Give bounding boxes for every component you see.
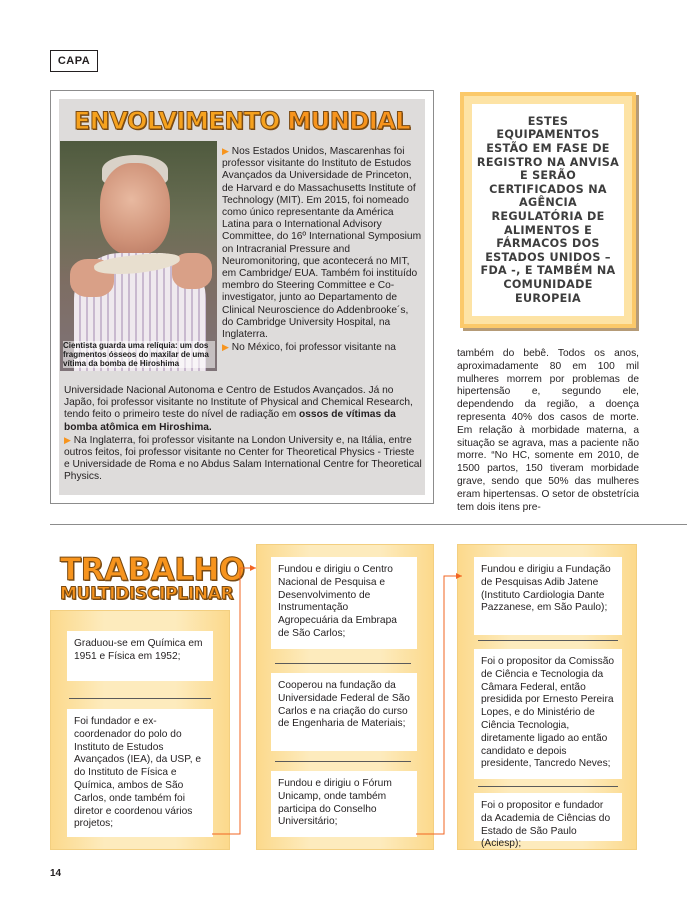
- world-paragraph-1-block: [222, 145, 422, 354]
- multidisciplinary-title: [60, 552, 245, 604]
- timeline-card: Cooperou na fundação da Universidade Federal de São Carlos e na criação do curso de Engenharia de Materiais;: [271, 673, 417, 751]
- card-separator: [478, 786, 618, 787]
- world-paragraph-2-bold: ossos de vítimas da bomba atômica em Hiroshima.: [64, 409, 396, 433]
- timeline-card: Foi o propositor e fundador da Academia de Ciências do Estado de São Paulo (Aciesp);: [474, 793, 622, 841]
- timeline-column-2: [256, 544, 434, 850]
- world-title-word-2: MUNDIAL: [287, 107, 411, 135]
- page-number: 14: [50, 868, 62, 879]
- article-body-column: também do bebê. Todos os anos, aproximadamente 80 em 100 mil mulheres morrem por problemas de hipertensão e, segundo ele, dependendo da região, a doença representa 40% dos casos de morte. Em relação à morbidade materna, a situação se agrava, mas a paciente não morre. “No HC, somente em 2010, de 1500 partos, 150 tiveram morbidade grave, sendo que 50% das mulheres eram hipertensas. O setor de obstetrícia tem dois itens pre-: [457, 348, 639, 513]
- photo-caption: Cientista guarda uma relíquia: um dos fragmentos ósseos do maxilar de uma vítima da bomba de Hiroshima: [63, 341, 215, 368]
- bullet-arrow-icon: ▶: [222, 342, 229, 353]
- pull-quote-box: [460, 92, 636, 328]
- pull-quote-inner: [472, 104, 624, 316]
- world-title-word-1: ENVOLVIMENTO: [73, 107, 280, 135]
- world-sidebar-inner: [59, 99, 425, 495]
- photo-face: [100, 163, 170, 255]
- timeline-column-3: [457, 544, 637, 850]
- world-paragraph-2: Universidade Nacional Autonoma e Centro de Estudos Avançados. Já no Japão, foi professor visitante no Institute of Physical and Chemical Research, tendo feito o primeiro teste do nível de radiação em: [64, 385, 413, 421]
- timeline-card: Fundou e dirigiu a Fundação de Pesquisas Adib Jatene (Instituto Cardiologia Dante Pazzanese, em São Paulo);: [474, 557, 622, 635]
- timeline-column-1: [50, 610, 230, 850]
- multidisciplinary-title-line-1: TRABALHO: [60, 552, 245, 588]
- timeline-card: Fundou e dirigiu o Fórum Unicamp, onde também participa do Conselho Universitário;: [271, 771, 417, 837]
- timeline-card: Fundou e dirigiu o Centro Nacional de Pesquisa e Desenvolvimento de Instrumentação Agropecuária da Embrapa de São Carlos;: [271, 557, 417, 649]
- scientist-photo: [60, 141, 217, 371]
- world-paragraph-1: Nos Estados Unidos, Mascarenhas foi professor visitante do Instituto de Estudos Avançados da Universidade de Princeton, de Harvard e do Massachusetts Institute of Technology (MIT). Em 2015, foi nomeado como único representante da América Latina para o International Advisory Committee, do 16º International Symposium on Intracranial Pressure and Neuromonitoring, que acontecerá no MIT, em Cambridge/ EUA. Também foi instituído membro do Steering Committee e Co-investigator, junto ao Departamento de Clinical Neuroscience do Addenbrooke´s, do Cambridge University Hospital, na Inglaterra.: [222, 146, 422, 341]
- section-tag: CAPA: [50, 50, 98, 72]
- timeline-card: Foi fundador e ex-coordenador do polo do Instituto de Estudos Avançados (IEA), da USP, e do Instituto de Física e Química, ambos de São Carlos, onde também foi diretor e coordenou vários projetos;: [67, 709, 213, 837]
- world-paragraph-3: Na Inglaterra, foi professor visitante na London University e, na Itália, entre outros feitos, foi professor visitante no Center for Theoretical Physics - Trieste e Universidade de Roma e no Abdus Salam International Centre for Theoretical Physics.: [64, 434, 422, 483]
- timeline-card: Graduou-se em Química em 1951 e Física em 1952;: [67, 631, 213, 681]
- card-separator: [275, 761, 411, 762]
- bullet-arrow-icon: ▶: [222, 146, 229, 156]
- bullet-arrow-icon: ▶: [64, 434, 71, 445]
- section-divider: [50, 524, 687, 525]
- world-sidebar-title: [59, 107, 425, 135]
- card-separator: [69, 698, 211, 699]
- pull-quote-text: ESTES EQUIPAMENTOS ESTÃO EM FASE DE REGISTRO NA ANVISA E SERÃO CERTIFICADOS NA AGÊNCIA REGULATÓRIA DE ALIMENTOS E FÁRMACOS DOS ESTADOS UNIDOS – FDA -, E TAMBÉM NA COMUNIDADE EUROPEIA: [476, 114, 620, 305]
- card-separator: [478, 640, 618, 641]
- world-paragraph-2-block: [64, 385, 422, 484]
- timeline-card: Foi o propositor da Comissão de Ciência e Tecnologia da Câmara Federal, então presidida por Ernesto Pereira Lopes, e do Ministério de Ciência Tecnologia, diretamente ligado ao então candidato e depois presidente, Tancredo Neves;: [474, 649, 622, 779]
- card-separator: [275, 663, 411, 664]
- world-paragraph-2-start: No México, foi professor visitante na: [231, 342, 396, 354]
- multidisciplinary-title-line-2: MULTIDISCIPLINAR: [60, 584, 234, 604]
- world-sidebar-box: [50, 90, 434, 504]
